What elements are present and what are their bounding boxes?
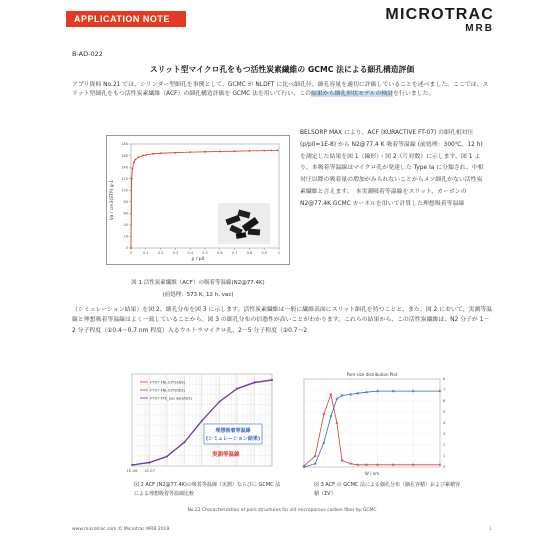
- y-tick-label: 5: [443, 410, 446, 415]
- figure-1-x-label: p / p0: [191, 257, 205, 262]
- series-point: [184, 441, 186, 443]
- y-tick-label: 140: [121, 165, 128, 170]
- isotherm-point: [152, 153, 154, 155]
- isotherm-point: [160, 152, 162, 154]
- right-column-text: BELSORP MAX により、ACF (KURACTIVE FT-07) の細孔相対圧 (p/p0=1E-8) から N2@77.4 K 吸着等温線 (前処理：300℃、12 h) を測定した結果を図 1（線形）・図 2（片対数）に示します。図 1 より、本吸着等温線はマイクロ孔が発達した Type Ia に分類され、中相対圧以降の吸着量の増加がみられないことからメソ細孔がない活性炭素繊維と言えます。 本実測吸着等温線をスリット、カーボンの N2@77.4K GCMC カーネルを用いて計算した理想吸着等温線: [300, 130, 484, 207]
- x-tick-label: 0.6: [217, 251, 223, 255]
- footnote: No.22 Characterization of pore structures for slit microporous carbon fiber by GCMC: [187, 508, 377, 513]
- y-tick-label: 6: [443, 399, 446, 404]
- figure-2-caption: 図 2 ACF (N2@77.4K)の吸着等温線（実測）ならびに GCMC 法による理想吸着等温線比較: [134, 482, 281, 497]
- footer: [72, 527, 492, 535]
- logo-wordmark: MICROTRAC: [385, 6, 494, 23]
- x-tick-label: 0.1: [143, 251, 149, 255]
- intro-text-end: を行いました。: [393, 91, 435, 98]
- application-note-banner: APPLICATION NOTE: [66, 11, 186, 27]
- y-tick-label: 2: [443, 443, 446, 448]
- series-point: [236, 388, 238, 390]
- x-tick-label: 1E-07: [143, 468, 156, 473]
- figure-1-y-label: Va / cm3(STP) g-1: [110, 179, 115, 221]
- x-tick-label: 1E-08: [126, 468, 138, 473]
- figure-1-caption-condition: (前処理：573 K, 12 h, vac): [162, 292, 234, 298]
- isotherm-point: [175, 152, 177, 154]
- fiber-photo: [218, 203, 270, 244]
- x-tick-label: 1: [277, 251, 281, 255]
- body-paragraph: （シミュレーション結果）を図 2、細孔分布を図 3 に示します。活性炭素繊維は一般に繊維表面にスリット細孔を持つことと、また、図 2 において、実測等温線と理想吸着等温線はよく一致していることから、図 3 の細孔分布の信憑性が高いことがわかります。これらの結果から、この活性炭繊維は、N2 分子が 1－2 分子程度（①0.4〜0.7 nm 程度）入るウルトラマイクロ孔、2－5 分子程度（②0.7〜2: [72, 307, 492, 334]
- figure-3-caption: 図 3 ACF の GCMC 法による細孔分布（細孔容積）および累積容積（ΣV）: [314, 482, 461, 497]
- y-tick-label: 180: [121, 142, 128, 147]
- page-title: スリット型マイクロ孔をもつ活性炭素繊維の GCMC 法による細孔構造評価: [149, 65, 415, 74]
- y-tick-label: 20: [123, 234, 128, 239]
- header: [66, 6, 494, 38]
- legend-entry: FT-07 FNL EXT(ADS): [150, 380, 186, 385]
- isotherm-point: [138, 156, 140, 158]
- isotherm-point: [145, 154, 147, 156]
- intro-paragraph: [72, 81, 492, 100]
- figure-2-chart: [118, 370, 278, 478]
- figure-2-ticks: [126, 468, 155, 473]
- y-tick-label: 40: [123, 223, 128, 228]
- figure-1-isotherm: [106, 135, 290, 265]
- figure-3-psd: [284, 370, 460, 478]
- figure-3-title: Pore size distribution Plot: [346, 372, 398, 377]
- series-point: [271, 379, 273, 381]
- series-point: [254, 382, 256, 384]
- x-tick-label: 0.4: [187, 251, 193, 255]
- figure-1-caption: 図 1 活性炭素繊維（ACF）の吸着等温線(N2@77.4K): [131, 280, 265, 286]
- y-tick-label: 80: [123, 199, 128, 204]
- y-tick-label: 160: [121, 153, 128, 158]
- logo-submark: MRB: [465, 23, 494, 34]
- intro-highlight: 結果から細孔形状モデルの検討: [310, 91, 394, 98]
- series-point: [219, 401, 221, 403]
- isotherm-point: [263, 150, 265, 152]
- isotherm-point: [277, 149, 279, 151]
- y-tick-label: 1: [443, 454, 446, 459]
- isotherm-point: [132, 167, 134, 169]
- y-tick-label: 4: [443, 421, 446, 426]
- footer-site: www.microtrac.com © Microtrac MRB 2019: [72, 527, 170, 532]
- y-tick-label: 120: [121, 176, 128, 181]
- series-point: [149, 462, 151, 464]
- figure-3-ticks: [443, 377, 446, 469]
- x-tick-label: 0.3: [172, 251, 179, 255]
- simulation-label-line-2: (シミュレーション結果): [205, 436, 261, 442]
- y-tick-label: 0: [125, 246, 128, 251]
- figure-3-x-label: W / nm: [364, 471, 380, 476]
- company-logo: [354, 7, 494, 37]
- isotherm-point: [130, 247, 132, 249]
- isotherm-point: [133, 162, 135, 164]
- x-tick-label: 0.9: [261, 251, 267, 255]
- isotherm-point: [204, 151, 206, 153]
- y-tick-label: 0: [443, 465, 446, 470]
- page-number: 1: [489, 527, 492, 532]
- y-tick-label: 100: [121, 188, 128, 193]
- intro-text-start: アプリ資料 No.21 では、シリンダー型細孔を事例として、GCMC が NLDFT に比べ細孔径、細孔容量を適切に評価していることを述べました。ここでは、スリット型細孔をもつ活性炭素繊維（ACF）の細孔構造評価を GCMC 法を用いて行い、この: [72, 82, 489, 98]
- series-point: [166, 455, 168, 457]
- figure-3-chart: [284, 370, 460, 478]
- series-point: [131, 464, 133, 466]
- x-tick-label: 0.5: [202, 251, 208, 255]
- isotherm-point: [271, 149, 273, 151]
- isotherm-point: [189, 151, 191, 153]
- y-tick-label: 8: [443, 377, 446, 382]
- figure-1-chart: [107, 136, 289, 264]
- x-tick-label: 0: [129, 251, 133, 255]
- experimental-label: 実測等温線: [212, 452, 240, 458]
- y-tick-label: 60: [123, 211, 128, 216]
- x-tick-label: 0.7: [231, 251, 238, 255]
- y-tick-label: 7: [443, 388, 446, 393]
- x-tick-label: 0.2: [157, 251, 164, 255]
- x-tick-label: 0.8: [246, 251, 253, 255]
- isotherm-point: [219, 151, 221, 153]
- series-point: [201, 420, 203, 422]
- isotherm-point: [135, 159, 137, 161]
- isotherm-point: [131, 178, 133, 180]
- y-tick-label: 3: [443, 432, 446, 437]
- isotherm-point: [142, 155, 144, 157]
- isotherm-point: [249, 150, 251, 152]
- document-id: B-AD-022: [72, 50, 103, 58]
- isotherm-point: [234, 150, 236, 152]
- simulation-label-line-1: 理想吸着等温線: [215, 428, 251, 434]
- legend-entry: FT-07 FNL EXT(DES): [150, 388, 185, 393]
- legend-entry: FT-07 FTK_Ses dat(ADS): [150, 396, 192, 401]
- figure-2-log-isotherm: [118, 370, 278, 478]
